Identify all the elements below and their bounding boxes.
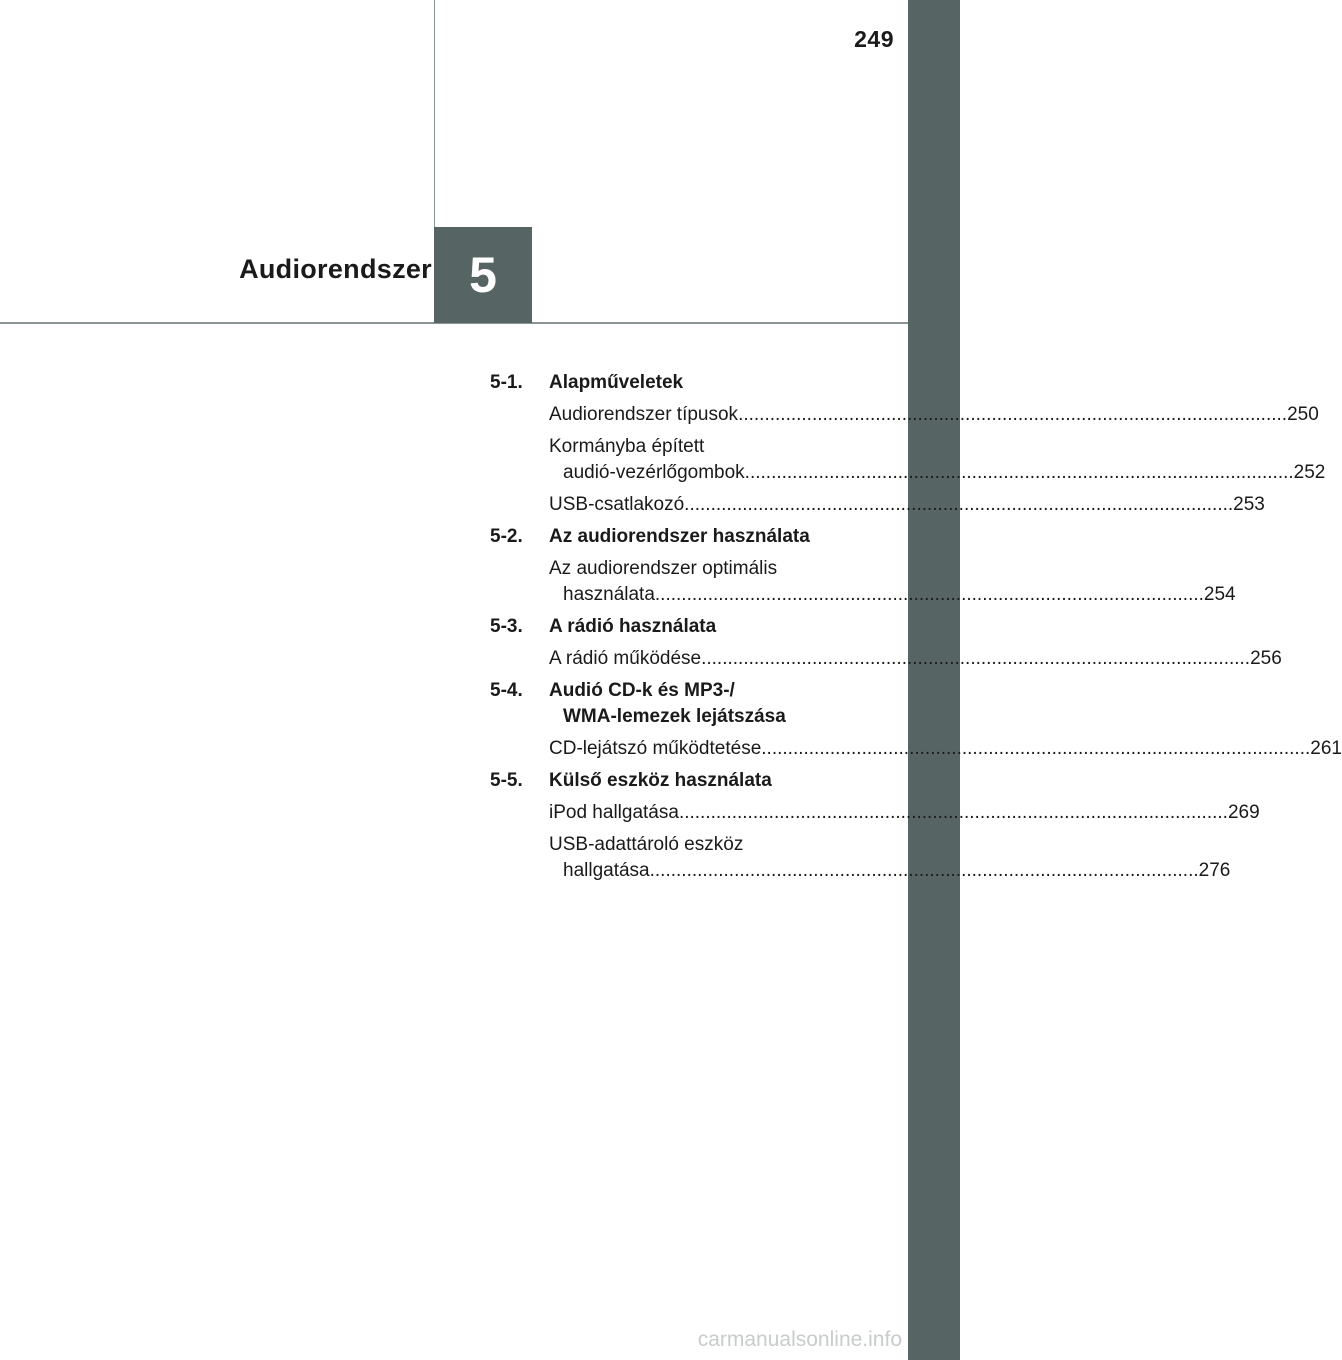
- leader-dots: [650, 860, 1199, 881]
- watermark: carmanualsonline.info: [697, 1328, 902, 1351]
- entry-label: CD-lejátszó működtetése: [549, 738, 762, 759]
- entry-page: 261: [1310, 738, 1342, 759]
- section-title: Alapműveletek: [549, 372, 684, 393]
- leader-dots: [761, 736, 1310, 762]
- entry-page: 254: [1203, 584, 1236, 605]
- section-title: A rádió használata: [549, 616, 717, 637]
- toc-section[interactable]: [490, 370, 847, 396]
- toc-entry[interactable]: [490, 492, 1265, 518]
- toc-entry[interactable]: [490, 434, 1326, 486]
- entry-page: 253: [1233, 494, 1265, 515]
- toc-entry[interactable]: [490, 832, 1231, 884]
- leader-dots: [655, 584, 1204, 605]
- entry-page: 276: [1198, 860, 1231, 881]
- entry-label: használata: [563, 584, 655, 605]
- leader-dots: [738, 402, 1287, 428]
- entry-label: iPod hallgatása: [549, 802, 679, 823]
- section-title: Audió CD-k és MP3-/: [549, 680, 735, 701]
- section-number: 5-3.: [490, 616, 523, 637]
- chapter-title: Audiorendszer: [239, 254, 432, 284]
- entry-label-line1: USB-adattároló eszköz: [549, 834, 744, 855]
- entry-label-line1: Kormányba épített: [549, 436, 705, 457]
- leader-dots: [679, 800, 1228, 826]
- chapter-number-box: [434, 227, 532, 323]
- entry-label: audió-vezérlőgombok: [563, 462, 745, 483]
- toc-section[interactable]: [490, 768, 847, 794]
- entry-page: 252: [1293, 462, 1326, 483]
- toc-entry[interactable]: [490, 736, 1342, 762]
- vertical-rule: [434, 0, 435, 227]
- page-number: 249: [854, 26, 894, 52]
- section-number: 5-2.: [490, 526, 523, 547]
- table-of-contents: [490, 370, 1342, 890]
- section-title: Az audiorendszer használata: [549, 526, 810, 547]
- toc-entry[interactable]: [490, 556, 1236, 608]
- section-title-line2: WMA-lemezek lejátszása: [563, 706, 786, 727]
- entry-label: hallgatása: [563, 860, 650, 881]
- section-number: 5-1.: [490, 372, 523, 393]
- toc-entry[interactable]: [490, 646, 1282, 672]
- entry-label: Audiorendszer típusok: [549, 404, 739, 425]
- toc-section[interactable]: [490, 614, 847, 640]
- entry-label: USB-csatlakozó: [549, 494, 685, 515]
- entry-label: A rádió működése: [549, 648, 702, 669]
- section-number: 5-4.: [490, 680, 523, 701]
- leader-dots: [745, 462, 1294, 483]
- section-title: Külső eszköz használata: [549, 770, 772, 791]
- leader-dots: [701, 646, 1250, 672]
- toc-section[interactable]: [490, 678, 847, 730]
- leader-dots: [684, 492, 1233, 518]
- entry-label-line1: Az audiorendszer optimális: [549, 558, 778, 579]
- chapter-number: 5: [469, 247, 497, 303]
- entry-page: 256: [1250, 648, 1282, 669]
- toc-entry[interactable]: [490, 800, 1260, 826]
- section-number: 5-5.: [490, 770, 523, 791]
- entry-page: 269: [1227, 802, 1260, 823]
- toc-entry[interactable]: [490, 402, 1319, 428]
- entry-page: 250: [1287, 404, 1319, 425]
- toc-section[interactable]: [490, 524, 847, 550]
- side-tab: [908, 0, 960, 1360]
